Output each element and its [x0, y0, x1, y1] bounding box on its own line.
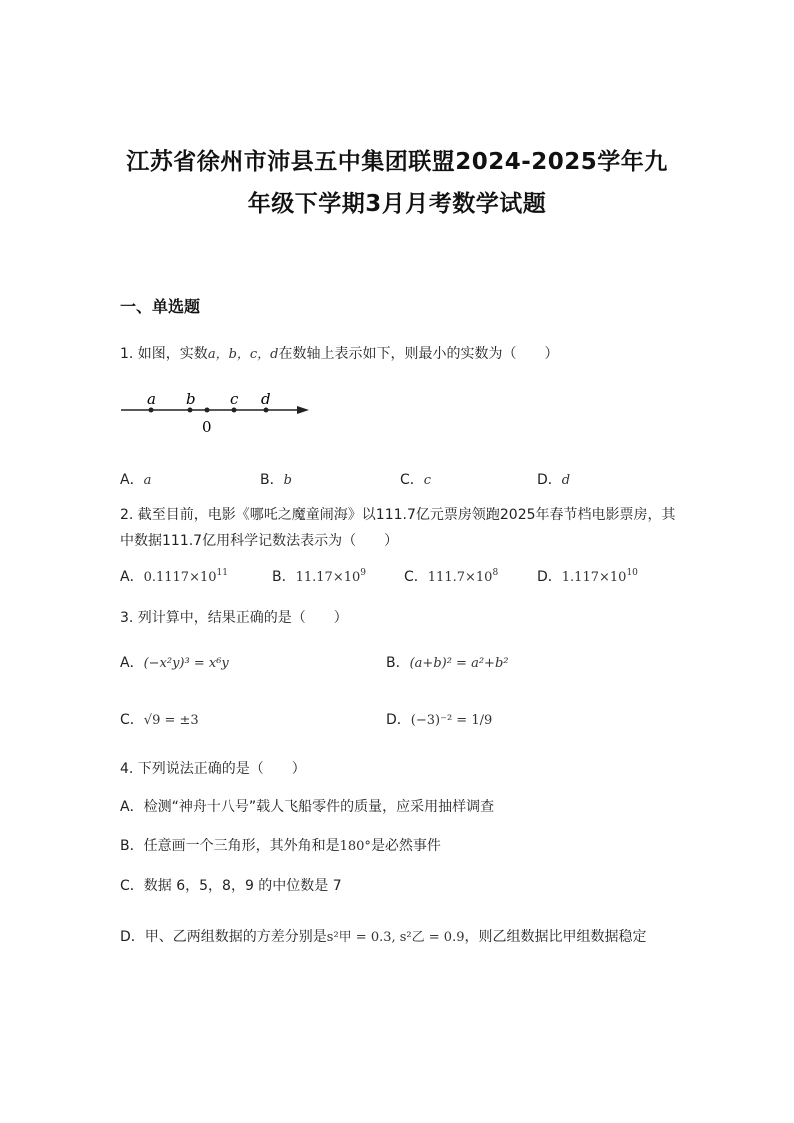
- option-letter: A．: [120, 655, 144, 671]
- option-letter: A．: [120, 472, 144, 488]
- option-math: s²甲 = 0.3, s²乙 = 0.9: [326, 930, 465, 945]
- q3-option-b[interactable]: [386, 652, 508, 672]
- option-text-tail: ，则乙组数据比甲组数据稳定: [464, 929, 647, 945]
- q1-stem-tail: 在数轴上表示如下，则最小的实数为（ ）: [278, 346, 559, 362]
- label-a: a: [147, 390, 156, 408]
- option-formula: (a+b)² = a²+b²: [409, 656, 509, 671]
- q2-option-c[interactable]: [404, 566, 498, 586]
- point-c: [232, 408, 237, 413]
- number-line-arrow: [297, 406, 309, 414]
- option-letter: B．: [272, 569, 296, 585]
- option-value: a: [143, 473, 152, 488]
- option-value: b: [283, 473, 292, 488]
- title-line-1: 江苏省徐州市沛县五中集团联盟2024-2025学年九: [126, 149, 668, 175]
- option-letter: B．: [260, 472, 284, 488]
- option-base: 0.1117×10: [143, 570, 217, 585]
- option-formula: (−3)⁻² = 1/9: [410, 713, 493, 728]
- point-b: [188, 408, 193, 413]
- q4-option-c[interactable]: C．数据 6，5，8，9 的中位数是 7: [120, 878, 342, 894]
- title-line-2: 年级下学期3月月考数学试题: [247, 191, 547, 217]
- q4-option-d[interactable]: [120, 926, 646, 946]
- option-formula: (−x²y)³ = x⁶y: [143, 656, 229, 671]
- q1-option-c[interactable]: [400, 469, 431, 489]
- q1-option-a[interactable]: [120, 469, 151, 489]
- option-base: 11.17×10: [295, 570, 361, 585]
- point-zero: [205, 408, 210, 413]
- section-heading: 一、单选题: [120, 297, 201, 316]
- option-text: D．甲、乙两组数据的方差分别是: [120, 929, 327, 945]
- q3-stem: 3. 列计算中，结果正确的是（ ）: [120, 610, 348, 626]
- q1-stem: [120, 343, 559, 363]
- label-c: c: [230, 390, 239, 408]
- option-exponent: 10: [626, 568, 638, 578]
- label-b: b: [186, 390, 196, 408]
- option-letter: A．: [120, 569, 144, 585]
- q3-option-d[interactable]: [386, 709, 492, 729]
- q1-stem-start: 1. 如图，实数: [120, 346, 208, 362]
- option-base: 111.7×10: [427, 570, 493, 585]
- q1-option-d[interactable]: [537, 469, 570, 489]
- q2-option-a[interactable]: [120, 566, 228, 586]
- option-value: c: [423, 473, 432, 488]
- option-text-tail: 是必然事件: [370, 838, 441, 854]
- option-letter: C．: [120, 712, 144, 728]
- option-base: 1.117×10: [561, 570, 627, 585]
- q4-stem: 4. 下列说法正确的是（ ）: [120, 761, 306, 777]
- q3-option-a[interactable]: [120, 652, 229, 672]
- option-exponent: 8: [492, 568, 499, 578]
- q4-option-a[interactable]: A．检测“神舟十八号”载人飞船零件的质量，应采用抽样调查: [120, 799, 495, 815]
- option-letter: B．: [386, 655, 410, 671]
- q1-option-b[interactable]: [260, 469, 292, 489]
- option-letter: D．: [386, 712, 411, 728]
- option-letter: D．: [537, 472, 562, 488]
- q2-option-b[interactable]: [272, 566, 366, 586]
- option-exponent: 11: [216, 568, 228, 578]
- option-math: 180°: [339, 839, 371, 854]
- point-a: [149, 408, 154, 413]
- number-line: [115, 385, 315, 437]
- option-letter: C．: [400, 472, 424, 488]
- option-text: B．任意画一个三角形，其外角和是: [120, 838, 340, 854]
- option-letter: D．: [537, 569, 562, 585]
- point-d: [264, 408, 269, 413]
- label-zero: 0: [202, 418, 212, 436]
- q3-option-c[interactable]: [120, 709, 199, 729]
- q1-vars: a，b，c，d: [207, 347, 279, 362]
- option-exponent: 9: [360, 568, 366, 578]
- option-formula: √9 = ±3: [143, 713, 199, 728]
- q2-option-d[interactable]: [537, 566, 638, 586]
- q4-option-b[interactable]: [120, 835, 441, 855]
- q2-stem: 2. 截至目前，电影《哪吒之魔童闹海》以111.7亿元票房领跑2025年春节档电影票房，其中数据111.7亿用科学记数法表示为（ ）: [120, 507, 676, 549]
- option-value: d: [561, 473, 571, 488]
- label-d: d: [261, 390, 271, 408]
- option-letter: C．: [404, 569, 428, 585]
